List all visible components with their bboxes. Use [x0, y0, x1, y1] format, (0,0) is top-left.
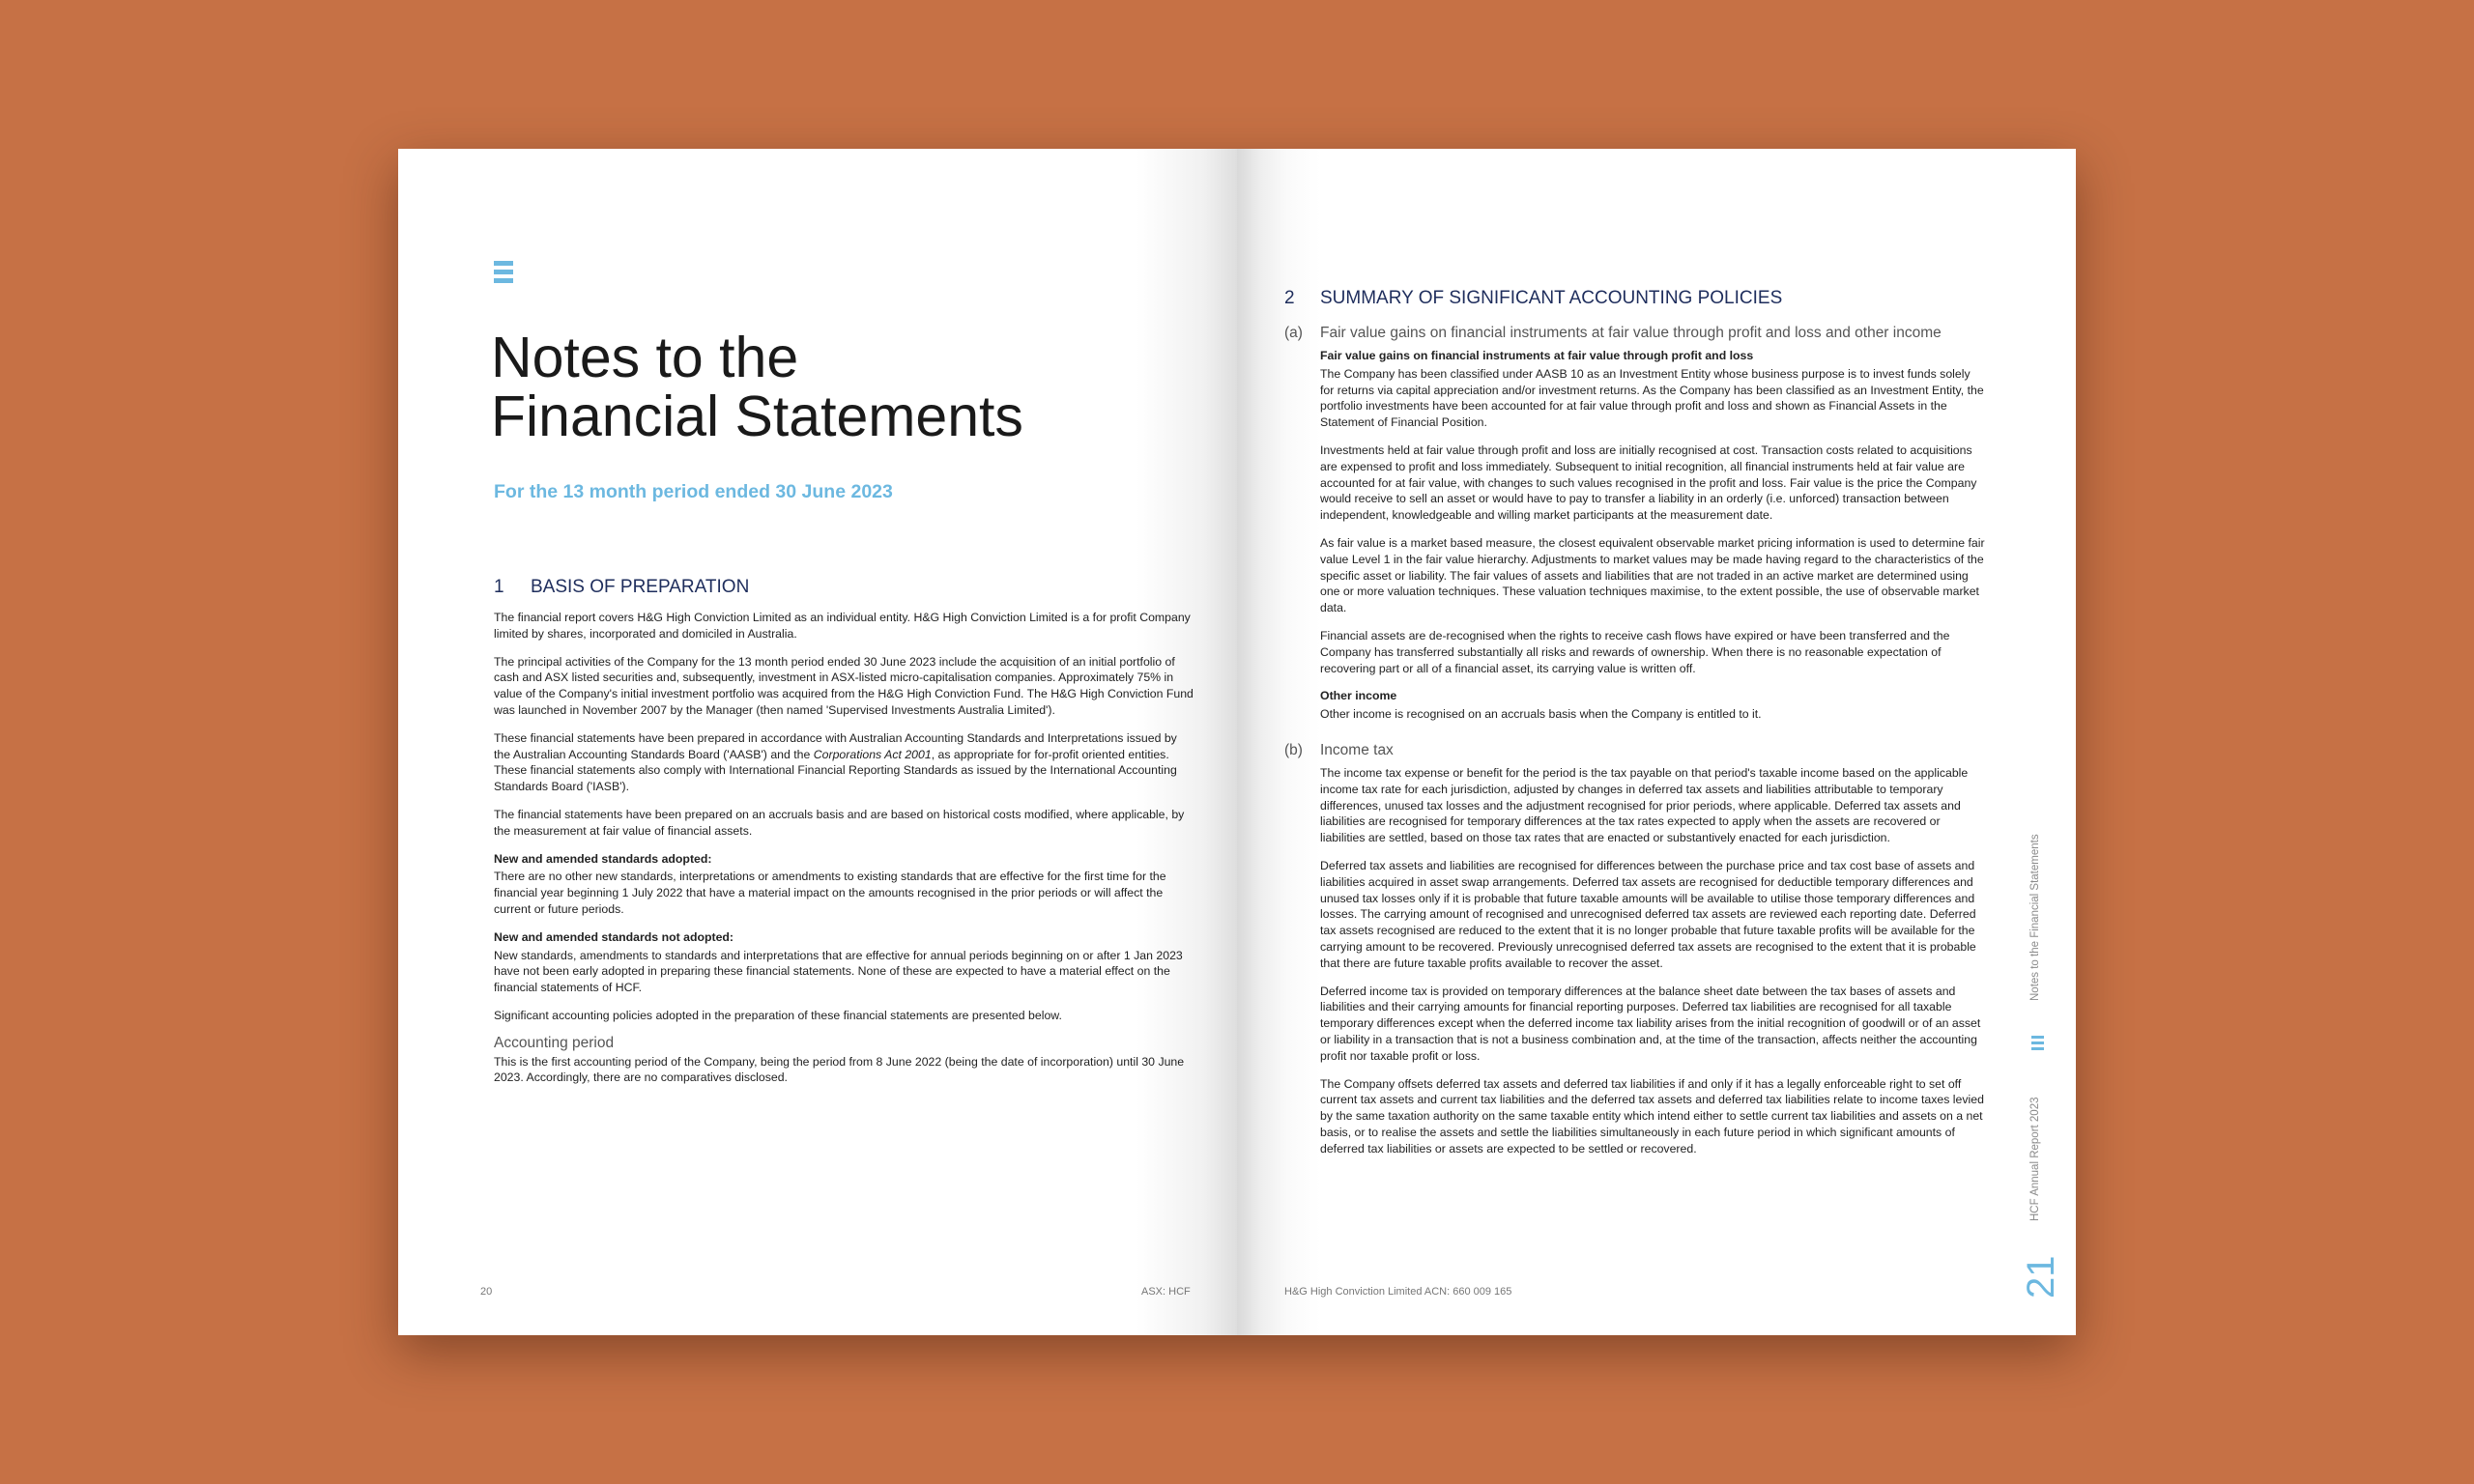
section-1-heading: [494, 577, 749, 598]
section-2-number: 2: [1284, 288, 1295, 308]
page-number-large: 21: [2020, 1255, 2062, 1298]
title-line-1: Notes to the: [491, 326, 799, 389]
sub-b-label: (b): [1284, 742, 1303, 758]
subheading-not-adopted: New and amended standards not adopted:: [494, 929, 734, 944]
paragraph: The Company offsets deferred tax assets and deferred tax liabilities if and only if it has a legally enforceable right to set off current tax assets and current tax liabilities and the deferred tax assets and deferred tax liabilities relate to income taxes levied by the same taxation authority on the same taxable entity which intend either to settle current tax liabilities and assets on a net basis, or to realise the assets and settle the liabilities simultaneously in each future period in which significant amounts of deferred tax liabilities or assets are expected to be settled or recovered.: [1320, 1076, 1984, 1156]
paragraph: Financial assets are de-recognised when the rights to receive cash flows have expired or have been transferred and the Company has transferred substantially all risks and rewards of ownership. When there is no reasonable expectation of recovering part or all of a financial asset, its carrying value is written off.: [1320, 628, 1950, 675]
paragraph: The income tax expense or benefit for the period is the tax payable on that period's taxable income based on the applicable income tax rate for each jurisdiction, adjusted by changes in deferred tax assets and liabilities attributable to temporary differences, unused tax losses and the adjustment recognised for prior periods, where applicable. Deferred tax assets and liabilities are recognised for temporary differences at the tax rates expected to apply when the assets are recovered or liabilities are settled, based on those tax rates that are enacted or substantively enacted for each jurisdiction.: [1320, 766, 1969, 845]
side-label-notes: Notes to the Financial Statements: [2029, 834, 2041, 1001]
section-2a-body: [1320, 348, 1985, 734]
sub-a-label: (a): [1284, 325, 1303, 341]
title-line-2: Financial Statements: [491, 385, 1023, 448]
paragraph: These financial statements have been prepared in accordance with Australian Accounting Standards and Interpretations issued by the Australian Accounting Standards Board ('AASB') and the Corporations Act 2001, as appropriate for for-profit oriented entities. These financial statements also comply with International Financial Reporting Standards as issued by the International Accounting Standards Board ('IASB').: [494, 730, 1177, 794]
paragraph: This is the first accounting period of the Company, being the period from 8 June 2022 (being the date of incorporation) until 30 June 2023. Accordingly, there are no comparatives disclosed.: [494, 1054, 1185, 1085]
left-page: [398, 149, 1237, 1335]
paragraph: Other income is recognised on an accruals basis when the Company is entitled to it.: [1320, 707, 1762, 722]
paragraph: As fair value is a market based measure, the closest equivalent observable market pricing information is used to determine fair value Level 1 in the fair value hierarchy. Adjustments to market values may be made having regard to the characteristics of the specific asset or liability. The fair values of assets and liabilities that are not traded in an active market are determined using one or more valuation techniques. These valuation techniques maximise, to the extent possible, the use of observable market data.: [1320, 535, 1985, 615]
annual-report-spread: [398, 149, 2076, 1335]
footer-ticker: ASX: HCF: [1141, 1286, 1191, 1298]
footer-company: H&G High Conviction Limited ACN: 660 009 165: [1284, 1286, 1512, 1298]
section-1-number: 1: [494, 577, 504, 597]
paragraph: Investments held at fair value through profit and loss are initially recognised at cost. Transaction costs related to acquisitions are expensed to profit and loss immediately. Subsequent to initial recognition, all financial instruments held at fair value are accounted for at fair value, with changes to such values recognised in the profit and loss. Fair value is the price the Company would receive to sell an asset or would have to pay to transfer a liability in an orderly (i.e. unforced) transaction between independent, knowledgeable and willing market participants at the measurement date.: [1320, 442, 1977, 523]
section-1-body: [494, 610, 1194, 1098]
subheading-accounting-period: Accounting period: [494, 1034, 615, 1051]
footer-page-number: 20: [480, 1286, 493, 1298]
paragraph: There are no other new standards, interpretations or amendments to existing standards that are effective for the first time for the financial year beginning 1 July 2022 that have a material impact on the amounts recognised in the prior periods or will affect the current or future periods.: [494, 870, 1166, 916]
side-label-report: HCF Annual Report 2023: [2029, 1097, 2041, 1221]
paragraph: Deferred income tax is provided on temporary differences at the balance sheet date between the tax bases of assets and liabilities and their carrying amounts for financial reporting purposes. Deferred tax liabilities are recognised for all taxable temporary differences except when the deferred income tax liability arises from the initial recognition of goodwill or of an asset or liability in a transaction that is not a business combination and, at the time of the transaction, affects neither the accounting profit nor taxable profit or loss.: [1320, 984, 1981, 1063]
subheading-adopted: New and amended standards adopted:: [494, 851, 712, 866]
section-2b-body: [1320, 765, 1985, 1169]
paragraph: The financial statements have been prepared on an accruals basis and are based on historical costs modified, where applicable, by the measurement at fair value of financial assets.: [494, 807, 1185, 838]
right-page: [1237, 149, 2076, 1335]
paragraph: Significant accounting policies adopted in the preparation of these financial statements are presented below.: [494, 1008, 1062, 1022]
paragraph: The financial report covers H&G High Conviction Limited as an individual entity. H&G High Conviction Limited is a for profit Company limited by shares, incorporated and domiciled in Australia.: [494, 611, 1191, 641]
section-2-title: SUMMARY OF SIGNIFICANT ACCOUNTING POLICIES: [1320, 288, 1783, 308]
paragraph: The Company has been classified under AASB 10 as an Investment Entity whose business purpose is to invest funds solely for returns via capital appreciation and/or investment returns. As the Company has been classified as an Investment Entity, the portfolio investments have been accounted for at fair value through profit and loss and shown as Financial Assets in the Statement of Financial Position.: [1320, 366, 1984, 430]
page-subtitle: For the 13 month period ended 30 June 2023: [494, 481, 893, 502]
section-1-title: BASIS OF PREPARATION: [531, 577, 750, 597]
sub-b-heading: Income tax: [1320, 742, 1394, 758]
section-2-heading: [1284, 288, 1782, 309]
paragraph: Deferred tax assets and liabilities are recognised for differences between the purchase price and tax cost base of assets and liabilities acquired in asset swap arrangements. Deferred tax assets are recognised for deductible temporary differences and unused tax losses only if it is probable that future taxable amounts will be available to utilise those temporary differences and losses. The carrying amount of recognised and unrecognised deferred tax assets are reviewed each reporting date. Deferred tax assets recognised are reduced to the extent that it is no longer probable that future taxable profits will be available for the carrying amount to be recovered. Previously unrecognised deferred tax assets are recognised to the extent that it is probable that there are future taxable profits available to recover the asset.: [1320, 858, 1976, 970]
menu-bars-icon: [2031, 1036, 2044, 1053]
paragraph: New standards, amendments to standards and interpretations that are effective for annual periods beginning on or after 1 Jan 2023 have not been early adopted in preparing these financial statements. None of these are expected to have a material effect on the financial statements of HCF.: [494, 948, 1183, 995]
subheading-other-income: Other income: [1320, 689, 1397, 703]
sub-a-heading: Fair value gains on financial instruments at fair value through profit and loss and other income: [1320, 325, 1942, 341]
page-title: [491, 328, 1023, 446]
paragraph: The principal activities of the Company for the 13 month period ended 30 June 2023 include the acquisition of an initial portfolio of cash and ASX listed securities and, subsequently, investment in ASX-listed micro-capitalisation companies. Approximately 75% in value of the Company's initial investment portfolio was acquired from the H&G High Conviction Fund. The H&G High Conviction Fund was launched in November 2007 by the Manager (then named 'Supervised Investments Australia Limited').: [494, 654, 1194, 717]
menu-bars-icon: [494, 261, 513, 287]
subheading-fair-value: Fair value gains on financial instruments at fair value through profit and loss: [1320, 349, 1754, 362]
